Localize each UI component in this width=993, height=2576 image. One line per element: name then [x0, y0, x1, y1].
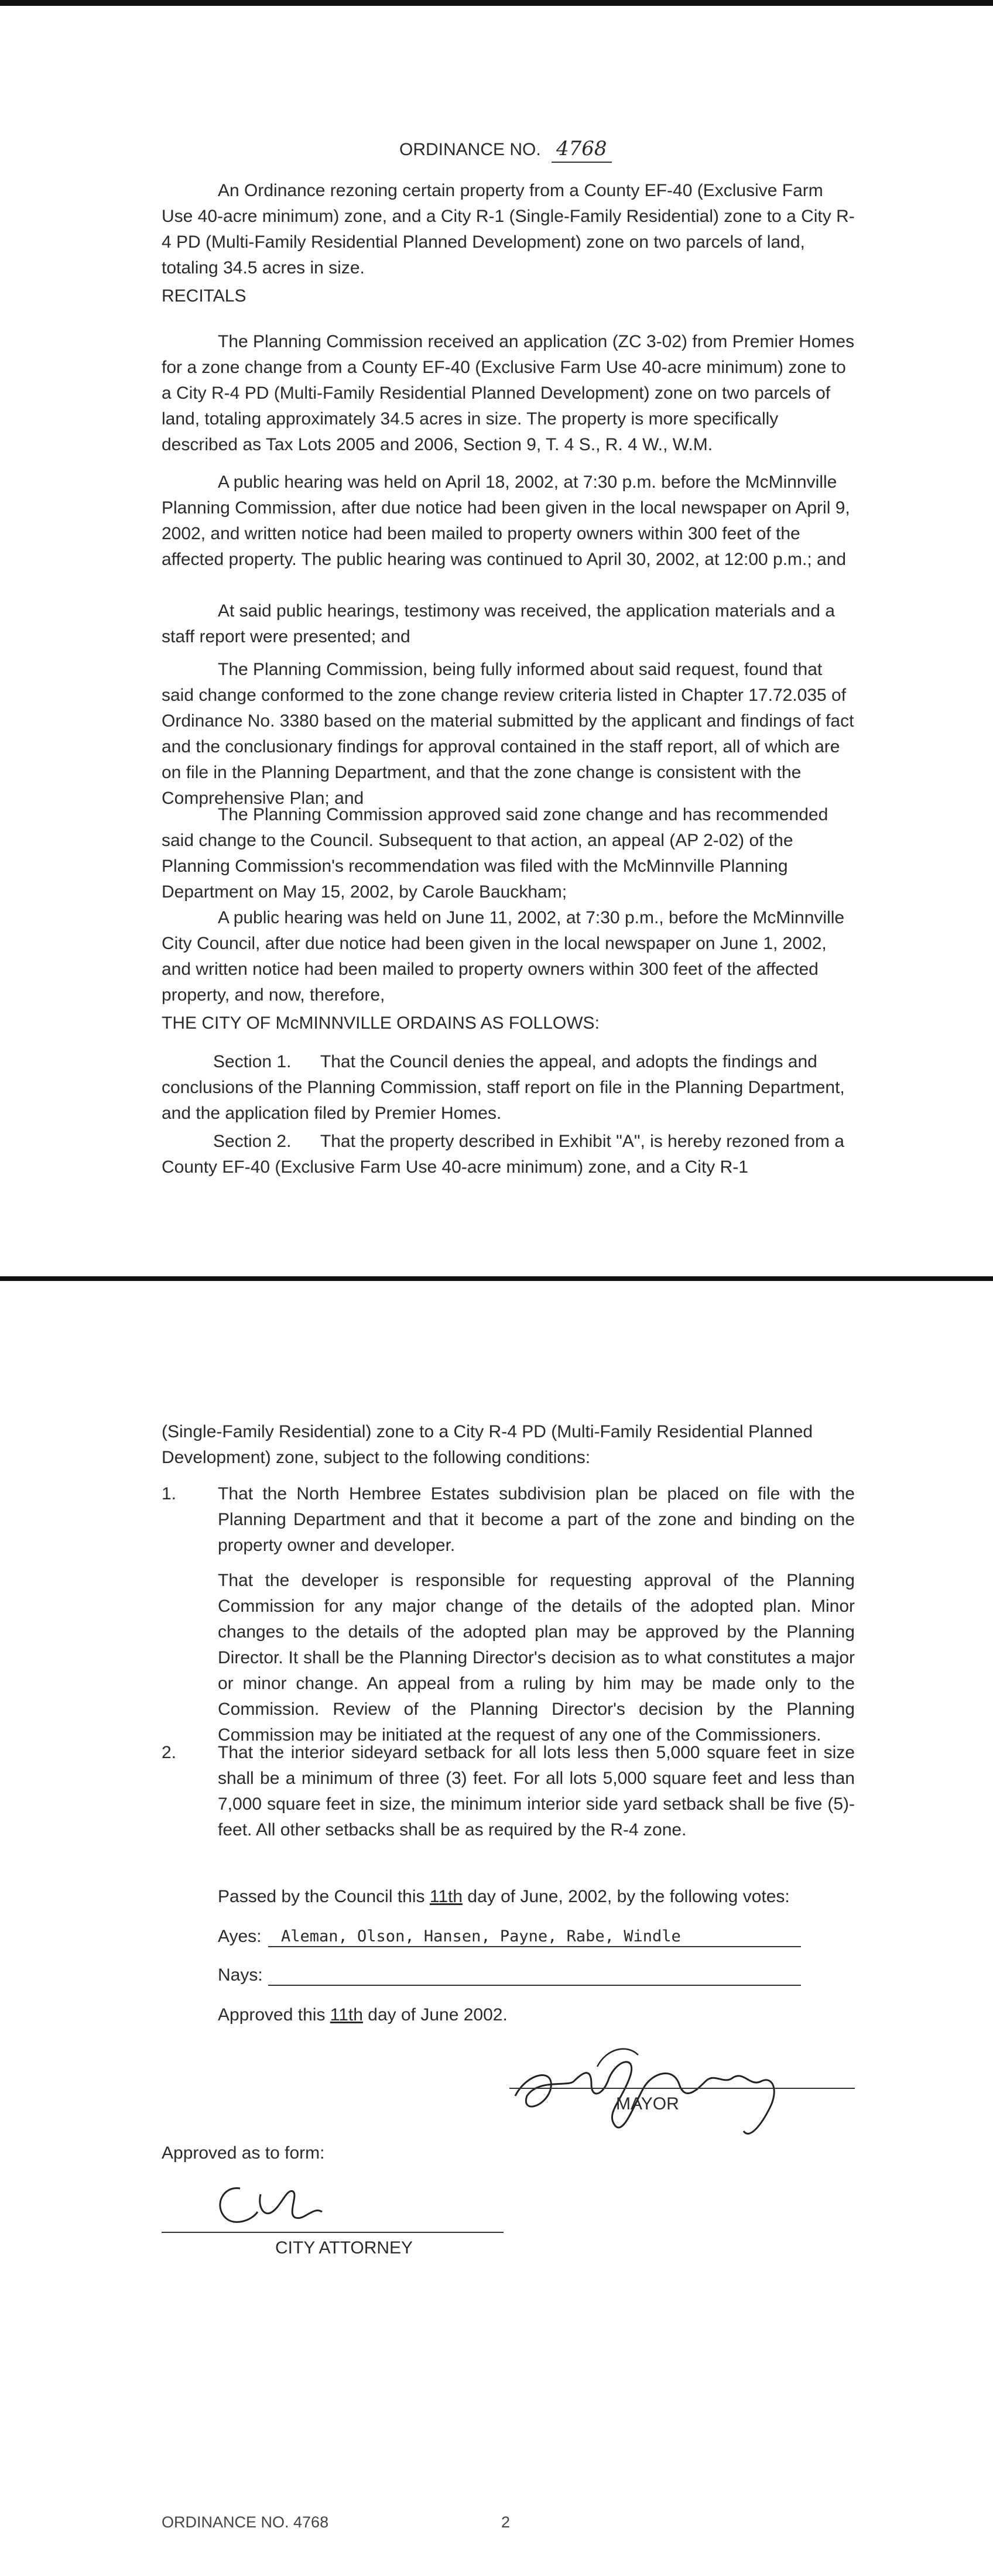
ayes-value: Aleman, Olson, Hansen, Payne, Rabe, Windle	[281, 1927, 681, 1945]
footer-ordinance: ORDINANCE NO. 4768	[162, 2513, 329, 2531]
ordinance-title	[399, 136, 612, 163]
approved-text-start: Approved this	[218, 2005, 330, 2025]
page-2	[0, 1276, 993, 2576]
mayor-signature-line	[509, 2088, 855, 2089]
recital-paragraph: A public hearing was held on June 11, 2002, at 7:30 p.m., before the McMinnville City Council, after due notice had been given in the local newspaper on June 1, 2002, and written notice had been mailed to property owners within 300 feet of the affected property, and now, therefore,	[162, 908, 845, 1005]
approved-form-label: Approved as to form:	[162, 2143, 325, 2163]
handwritten-number: 4768	[552, 136, 612, 163]
section-1: Section 1. That the Council denies the appeal, and adopts the findings and conclusions of the Planning Commission, staff report on file in the Planning Department, and the application filed by Premier Homes.	[162, 1052, 850, 1123]
condition-paragraph: That the North Hembree Estates subdivision plan be placed on file with the Planning Department and that it become a part of the zone and binding on the property owner and developer.	[218, 1484, 855, 1555]
approved-day: 11th	[330, 2005, 363, 2025]
recital-paragraph: A public hearing was held on April 18, 2002, at 7:30 p.m. before the McMinnville Planning Commission, after due notice had been given in the local newspaper on April 9, 2002, and written notice had been mailed to property owners within 300 feet of the affected property. The public hearing was continued to April 30, 2002, at 12:00 p.m.; and	[162, 472, 850, 569]
nays-label: Nays:	[218, 1965, 263, 1985]
recital-paragraph: The Planning Commission, being fully informed about said request, found that said change conformed to the zone change review criteria listed in Chapter 17.72.035 of Ordinance No. 3380 based on the material submitted by the applicant and findings of fact and the conclusionary findings for approval contained in the staff report, all of which are on file in the Planning Department, and that the zone change is consistent with the Comprehensive Plan; and	[162, 660, 854, 808]
passed-text-end: day of June, 2002, by the following votes:	[463, 1887, 790, 1906]
passed-line	[218, 1884, 790, 1910]
passed-day: 11th	[429, 1887, 463, 1906]
approved-text-end: day of June 2002.	[362, 2005, 508, 2025]
intro-paragraph: An Ordinance rezoning certain property from a County EF-40 (Exclusive Farm Use 40-acre minimum) zone, and a City R-1 (Single-Family Residential) zone to a City R-4 PD (Multi-Family Residential Planned Development) zone on two parcels of land, totaling 34.5 acres in size.	[162, 181, 855, 278]
recitals-heading: RECITALS	[162, 286, 246, 306]
continuation-paragraph: (Single-Family Residential) zone to a City R-4 PD (Multi-Family Residential Planned Development) zone, subject to the following conditions:	[162, 1422, 813, 1467]
nays-line	[268, 1985, 801, 1986]
condition-paragraph: That the developer is responsible for requesting approval of the Planning Commission for any major change of the details of the adopted plan. Minor changes to the details of the adopted plan may be approved by the Planning Director. It shall be the Planning Director's decision as to what constitutes a major or minor change. An appeal from a ruling by him may be made only to the Commission. Review of the Planning Director's decision by the Planning Commission may be initiated at the request of any one of the Commissioners.	[218, 1571, 855, 1745]
mayor-label: MAYOR	[616, 2094, 679, 2113]
recital-paragraph: The Planning Commission received an application (ZC 3-02) from Premier Homes for a zone change from a County EF-40 (Exclusive Farm Use 40-acre minimum) zone to a City R-4 PD (Multi-Family Residential Planned Development) zone on two parcels of land, totaling approximately 34.5 acres in size. The property is more specifically described as Tax Lots 2005 and 2006, Section 9, T. 4 S., R. 4 W., W.M.	[162, 332, 855, 454]
passed-text-start: Passed by the Council this	[218, 1887, 430, 1906]
ordains-heading: THE CITY OF McMINNVILLE ORDAINS AS FOLLOWS:	[162, 1013, 600, 1033]
title-prefix: ORDINANCE NO.	[399, 140, 541, 159]
approved-line	[218, 2002, 508, 2028]
recital-paragraph: At said public hearings, testimony was received, the application materials and a staff report were presented; and	[162, 601, 835, 646]
attorney-signature-line	[162, 2232, 504, 2233]
recital-paragraph: The Planning Commission approved said zone change and has recommended said change to the Council. Subsequent to that action, an appeal (AP 2-02) of the Planning Commission's recommendation was filed with the McMinnville Planning Department on May 15, 2002, by Carole Bauckham;	[162, 805, 828, 902]
top-border	[0, 0, 993, 6]
condition-number: 2.	[162, 1743, 177, 1762]
footer-page-number: 2	[501, 2513, 511, 2531]
ayes-label: Ayes:	[218, 1927, 262, 1946]
condition-paragraph: That the interior sideyard setback for all lots less then 5,000 square feet in size shall be a minimum of three (3) feet. For all lots 5,000 square feet and less than 7,000 square feet in size, the minimum interior side yard setback shall be five (5)-feet. All other setbacks shall be as required by the R-4 zone.	[218, 1743, 855, 1839]
mayor-signature	[504, 2032, 820, 2149]
attorney-label: CITY ATTORNEY	[275, 2238, 413, 2258]
page-separator	[0, 1276, 993, 1281]
condition-number: 1.	[162, 1484, 177, 1503]
section-2: Section 2. That the property described in Exhibit "A", is hereby rezoned from a County EF-40 (Exclusive Farm Use 40-acre minimum) zone, and a City R-1	[162, 1132, 850, 1177]
page-1	[0, 0, 993, 1276]
attorney-signature	[205, 2171, 334, 2235]
